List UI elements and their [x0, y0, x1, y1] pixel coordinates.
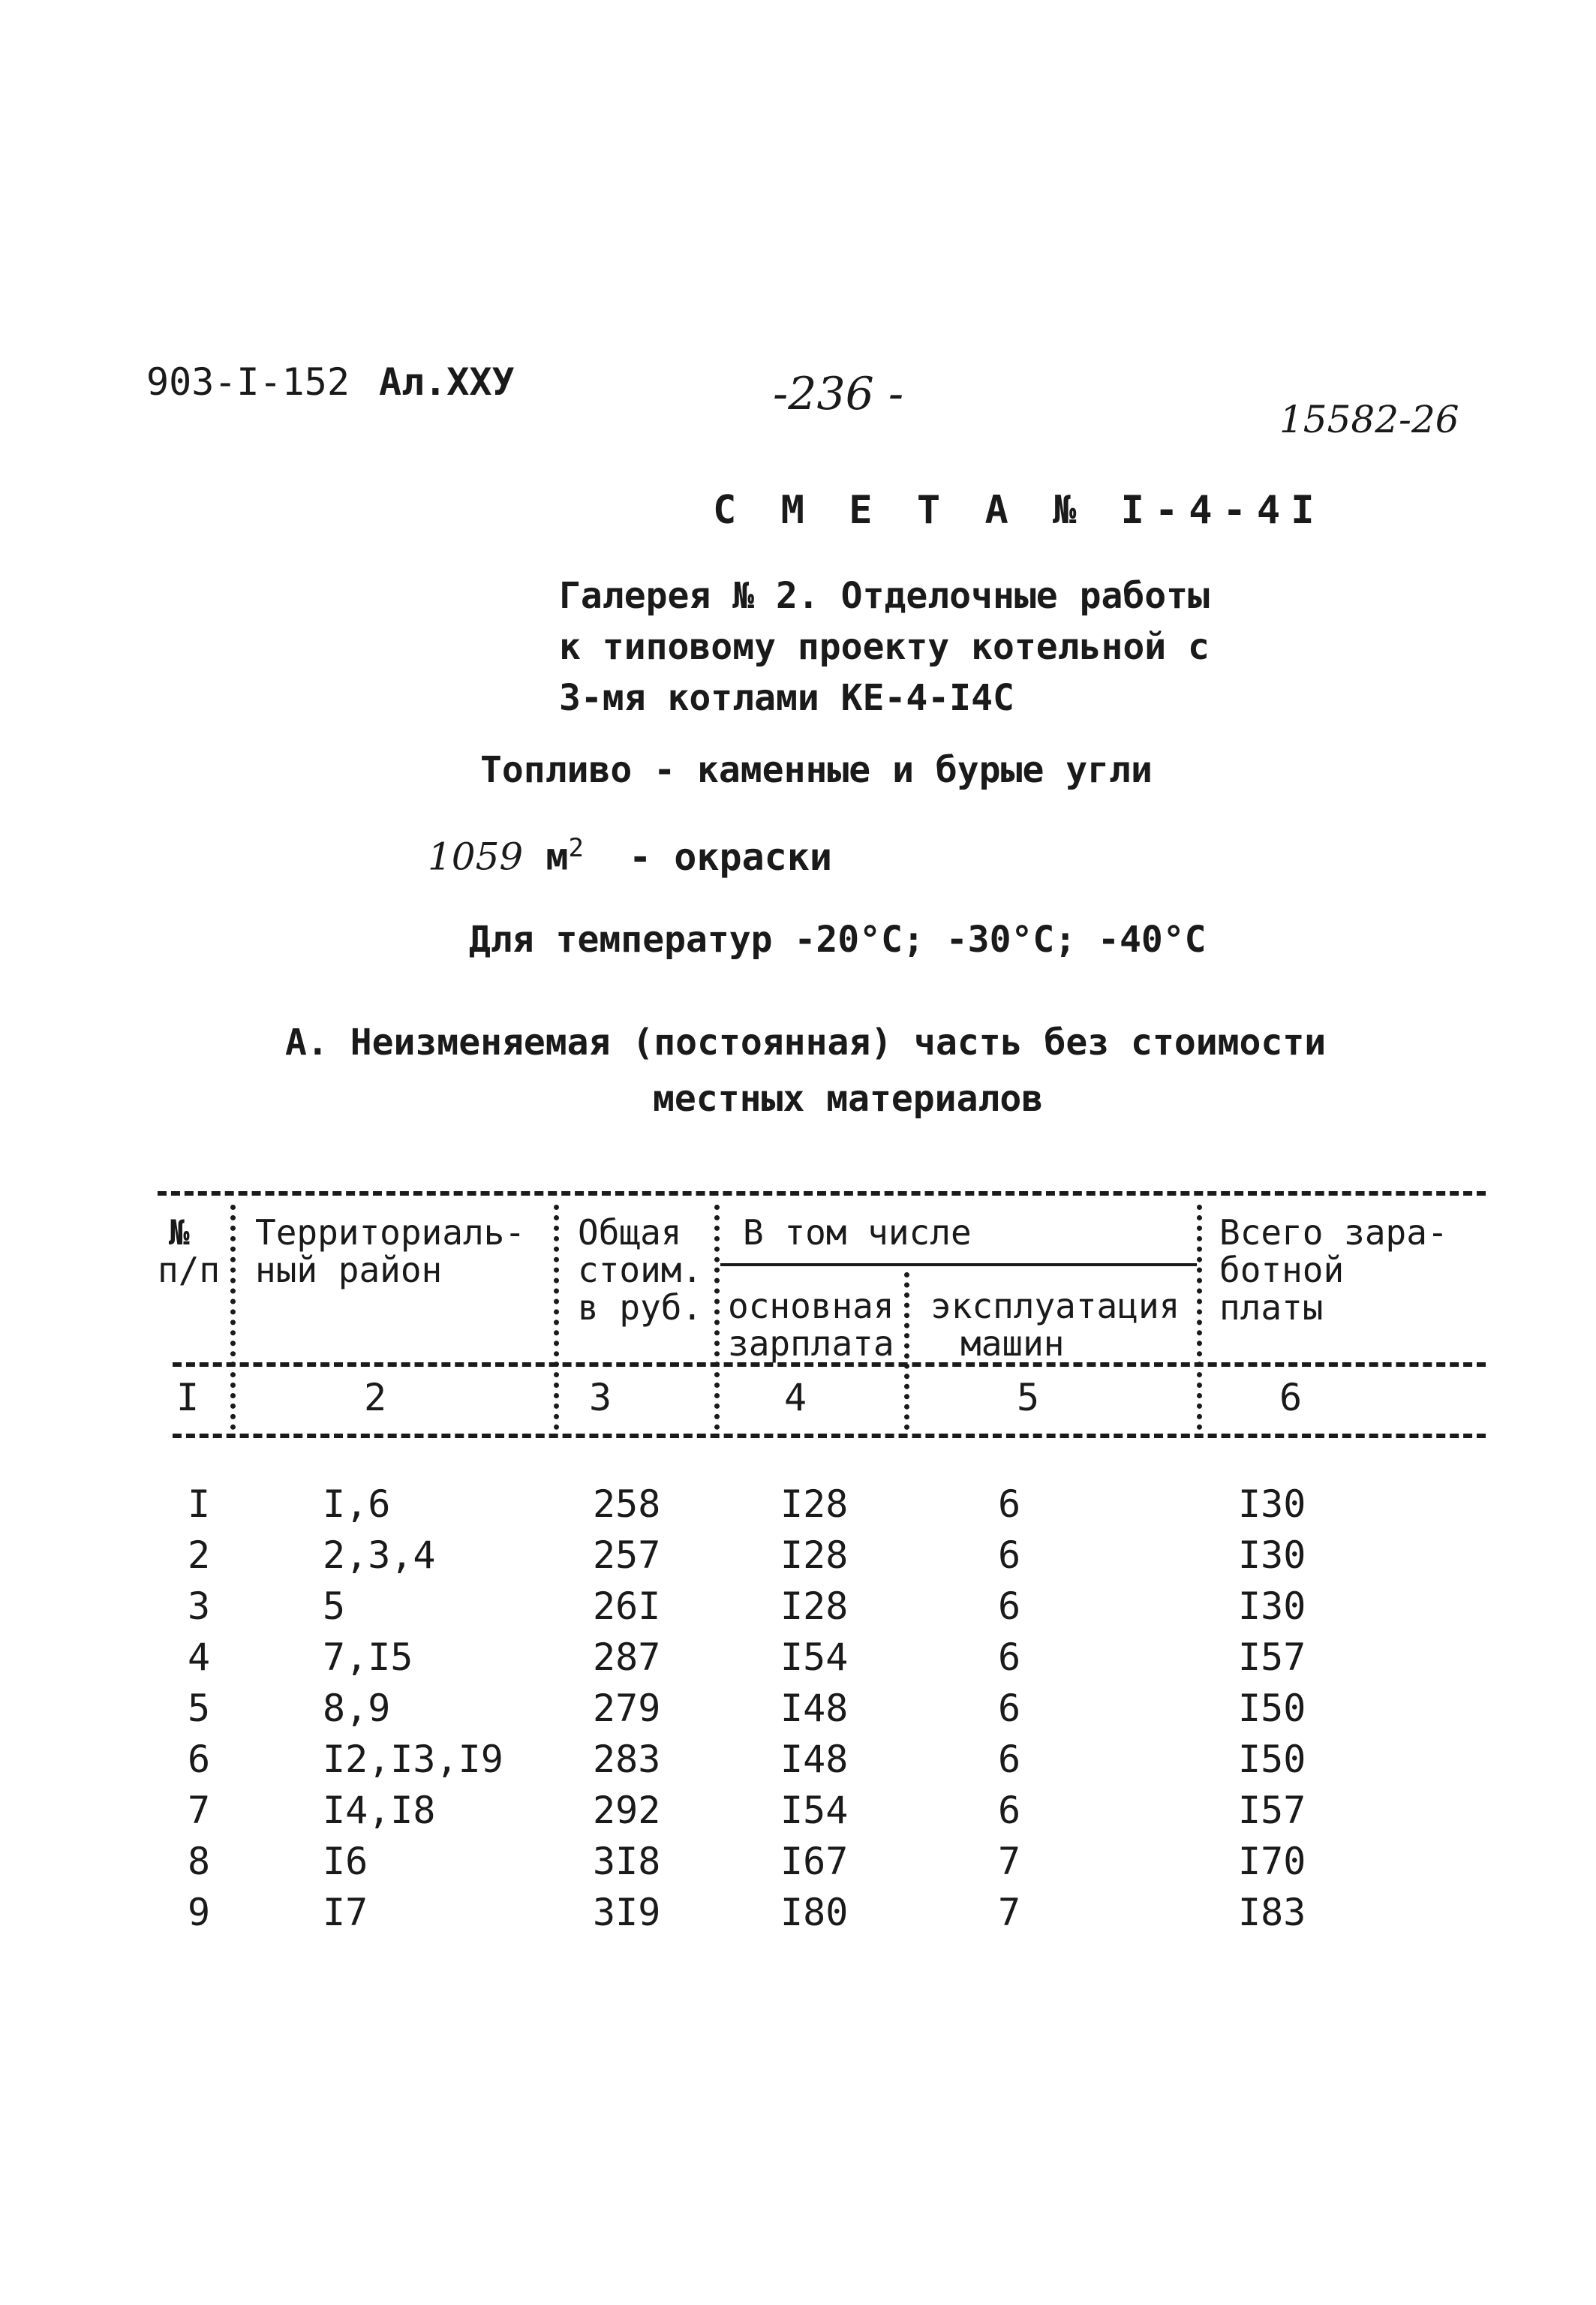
col-number-3: 3 [588, 1376, 612, 1419]
cell-total-wages: I50 [1238, 1738, 1306, 1781]
cell-total-wages: I83 [1238, 1891, 1306, 1934]
col-number-1: I [176, 1376, 200, 1419]
subtitle-line-2: к типовому проекту котельной с [559, 626, 1210, 668]
cell-region: 5 [323, 1584, 346, 1628]
header-wages-3: платы [1219, 1287, 1324, 1328]
cell-total-cost: 287 [593, 1635, 661, 1679]
cell-total-cost: 257 [593, 1533, 661, 1577]
header-region-1: Территориаль- [255, 1212, 526, 1253]
album-number: Ал.XXУ [379, 360, 515, 404]
cell-row-number: 4 [188, 1635, 211, 1679]
cell-total-wages: I30 [1238, 1584, 1306, 1628]
cell-total-cost: 3I9 [593, 1891, 661, 1934]
cell-total-wages: I30 [1238, 1533, 1306, 1577]
area-unit: м [546, 835, 569, 879]
cell-total-cost: 3I8 [593, 1840, 661, 1883]
cell-row-number: 9 [188, 1891, 211, 1934]
col-separator-5 [1197, 1205, 1202, 1430]
cell-machine-operation: 7 [998, 1840, 1021, 1883]
project-code: 903-I-152 [146, 360, 350, 404]
cell-total-wages: I50 [1238, 1687, 1306, 1730]
cell-total-cost: 26I [593, 1584, 661, 1628]
area-line [428, 833, 832, 879]
cell-total-wages: I70 [1238, 1840, 1306, 1883]
cell-base-salary: I28 [780, 1482, 849, 1526]
cell-row-number: 7 [188, 1789, 211, 1832]
cell-region: 8,9 [323, 1687, 391, 1730]
col-separator-4 [904, 1272, 909, 1430]
subtitle-line-3: 3-мя котлами КЕ-4-I4С [559, 677, 1014, 719]
cell-base-salary: I48 [780, 1687, 849, 1730]
cell-region: 2,3,4 [323, 1533, 436, 1577]
fuel-line: Топливо - каменные и бурые угли [480, 749, 1153, 791]
cell-row-number: 8 [188, 1840, 211, 1883]
header-machines-2: машин [960, 1323, 1065, 1364]
cell-machine-operation: 6 [998, 1533, 1021, 1577]
cell-base-salary: I28 [780, 1584, 849, 1628]
header-no-1: № [169, 1212, 190, 1253]
cell-region: I,6 [323, 1482, 391, 1526]
temperature-line: Для температур -20°С; -30°С; -40°С [469, 919, 1207, 961]
cell-total-cost: 292 [593, 1789, 661, 1832]
col-number-5: 5 [1016, 1376, 1040, 1419]
cell-base-salary: I67 [780, 1840, 849, 1883]
col-separator-3 [714, 1205, 720, 1430]
cell-machine-operation: 6 [998, 1635, 1021, 1679]
col-number-4: 4 [783, 1376, 807, 1419]
col-separator-2 [554, 1205, 559, 1430]
cell-row-number: 6 [188, 1738, 211, 1781]
col-number-6: 6 [1279, 1376, 1303, 1419]
cell-total-wages: I57 [1238, 1635, 1306, 1679]
header-salary-1: основная [728, 1286, 894, 1326]
cell-total-wages: I30 [1238, 1482, 1306, 1526]
col-separator-1 [230, 1205, 236, 1430]
header-region-2: ный район [255, 1250, 443, 1290]
cell-base-salary: I80 [780, 1891, 849, 1934]
cell-region: I7 [323, 1891, 368, 1934]
cell-base-salary: I48 [780, 1738, 849, 1781]
cell-row-number: 2 [188, 1533, 211, 1577]
cell-row-number: I [188, 1482, 211, 1526]
estimate-title: С М Е Т А № I-4-4I [713, 488, 1325, 533]
cell-region: I2,I3,I9 [323, 1738, 503, 1781]
col-number-2: 2 [363, 1376, 387, 1419]
group-divider [720, 1263, 1197, 1266]
header-including: В том числе [743, 1212, 972, 1253]
area-unit-power: 2 [568, 833, 584, 863]
cell-machine-operation: 6 [998, 1687, 1021, 1730]
cell-row-number: 5 [188, 1687, 211, 1730]
area-label: - окраски [629, 835, 832, 879]
section-heading-line-1: А. Неизменяемая (постоянная) часть без стоимости [285, 1022, 1327, 1064]
document-number: 15582-26 [1279, 398, 1459, 441]
header-salary-2: зарплата [728, 1323, 894, 1364]
section-heading-line-2: местных материалов [653, 1078, 1044, 1120]
header-no-2: п/п [158, 1250, 221, 1290]
cell-region: I4,I8 [323, 1789, 436, 1832]
cell-total-cost: 279 [593, 1687, 661, 1730]
cell-base-salary: I54 [780, 1635, 849, 1679]
header-total-3: в руб. [578, 1287, 703, 1328]
cell-machine-operation: 6 [998, 1738, 1021, 1781]
cell-machine-operation: 6 [998, 1482, 1021, 1526]
cell-total-cost: 283 [593, 1738, 661, 1781]
cell-total-wages: I57 [1238, 1789, 1306, 1832]
cell-region: 7,I5 [323, 1635, 413, 1679]
page-number: -236 - [773, 368, 904, 420]
cell-total-cost: 258 [593, 1482, 661, 1526]
cell-base-salary: I28 [780, 1533, 849, 1577]
cell-machine-operation: 7 [998, 1891, 1021, 1934]
header-wages-2: ботной [1219, 1250, 1345, 1290]
subtitle-line-1: Галерея № 2. Отделочные работы [559, 575, 1210, 617]
cell-base-salary: I54 [780, 1789, 849, 1832]
estimate-table [150, 1182, 1486, 1933]
header-machines-1: эксплуатация [930, 1286, 1180, 1326]
header-total-2: стоим. [578, 1250, 703, 1290]
cell-machine-operation: 6 [998, 1789, 1021, 1832]
area-value: 1059 [428, 835, 524, 879]
cell-region: I6 [323, 1840, 368, 1883]
header-total-1: Общая [578, 1212, 682, 1253]
table-top-rule [158, 1191, 1486, 1196]
table-colnum-rule [173, 1434, 1486, 1438]
cell-machine-operation: 6 [998, 1584, 1021, 1628]
header-wages-1: Всего зара- [1219, 1212, 1448, 1253]
cell-row-number: 3 [188, 1584, 211, 1628]
